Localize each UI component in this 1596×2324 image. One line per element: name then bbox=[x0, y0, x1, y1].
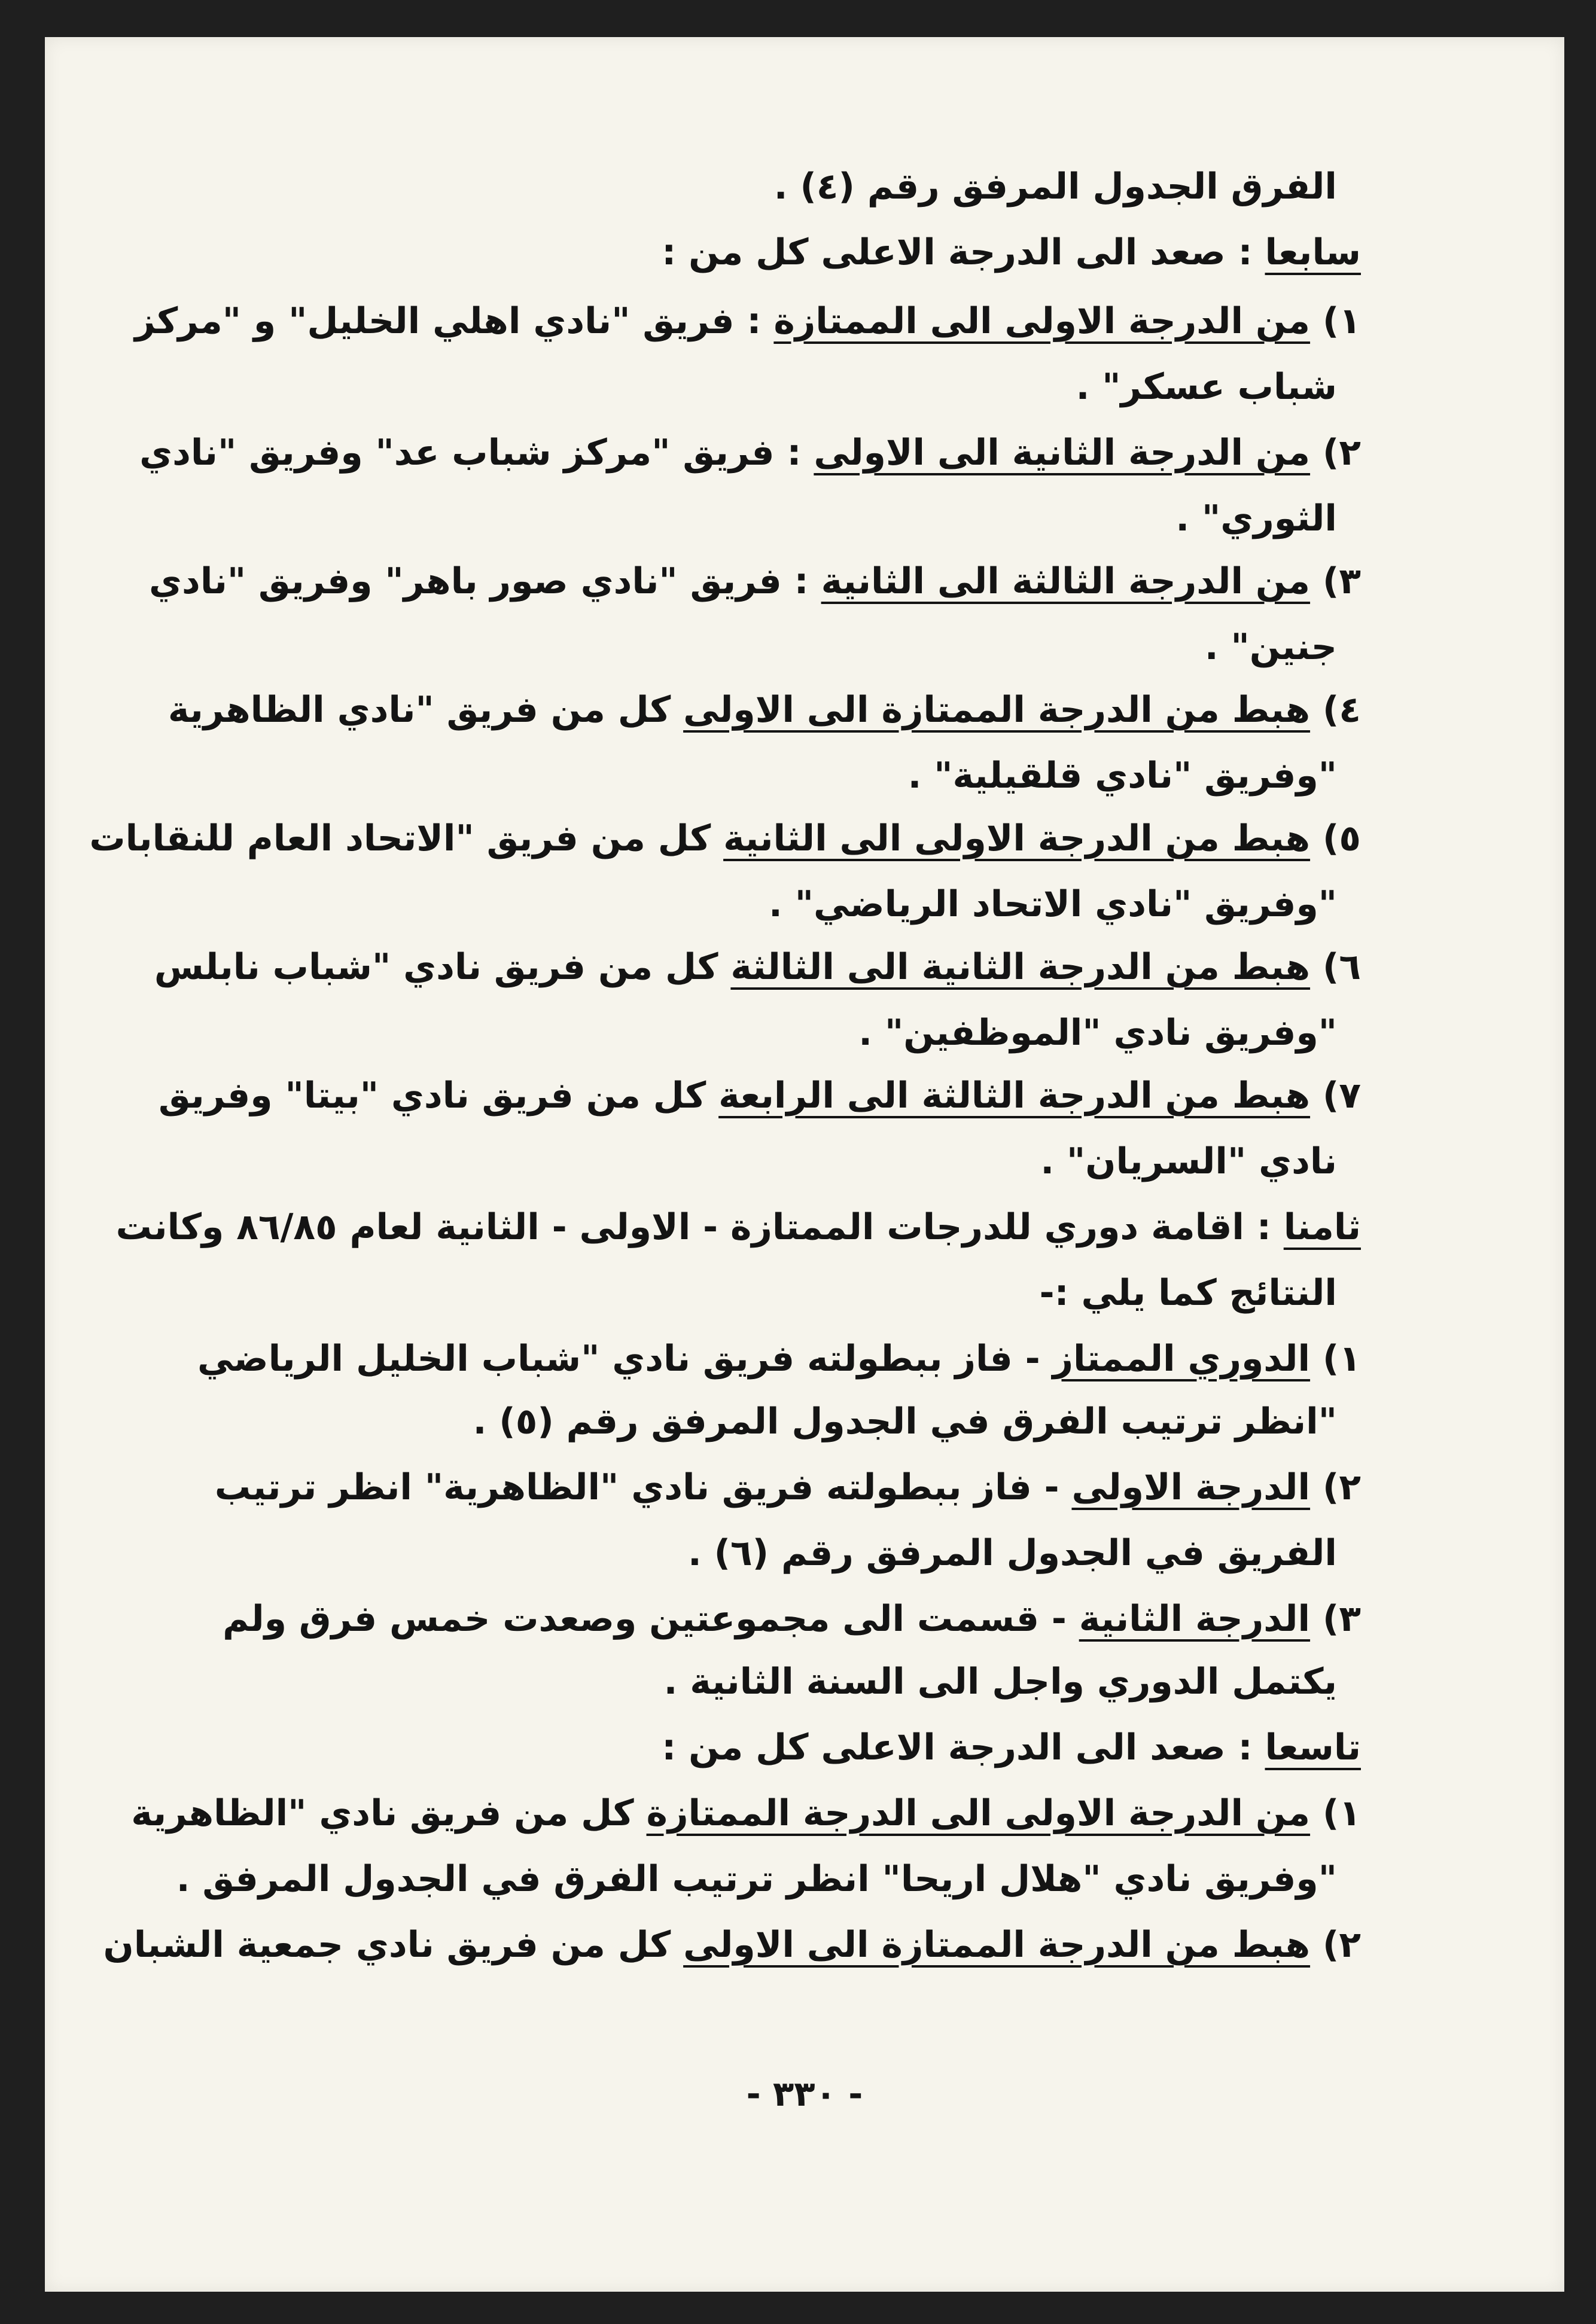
page-number: - ٣٣٠ - bbox=[746, 2073, 863, 2114]
list-item: ٢) هبط من الدرجة الممتازة الى الاولى كل من فريق نادي جمعية الشبان bbox=[103, 1924, 1361, 1966]
section-heading: تاسعا : صعد الى الدرجة الاعلى كل من : bbox=[662, 1727, 1361, 1768]
document-page bbox=[45, 37, 1564, 2292]
list-item: ٤) هبط من الدرجة الممتازة الى الاولى كل من فريق "نادي الظاهرية bbox=[167, 689, 1361, 731]
text-line: "وفريق "نادي قلقيلية" . bbox=[907, 755, 1337, 797]
list-item: ٧) هبط من الدرجة الثالثة الى الرابعة كل من فريق نادي "بيتا" وفريق bbox=[159, 1075, 1361, 1117]
list-item: ٣) الدرجة الثانية - قسمت الى مجموعتين وصعدت خمس فرق ولم bbox=[223, 1598, 1361, 1640]
list-item: ٥) هبط من الدرجة الاولى الى الثانية كل من فريق "الاتحاد العام للنقابات bbox=[89, 818, 1361, 859]
text-line: شباب عسكر" . bbox=[1076, 366, 1337, 408]
text-line: الثوري" . bbox=[1175, 498, 1337, 539]
text-line: الفرق الجدول المرفق رقم (٤) . bbox=[773, 166, 1337, 208]
section-heading: سابعا : صعد الى الدرجة الاعلى كل من : bbox=[662, 231, 1361, 273]
section-heading: ثامنا : اقامة دوري للدرجات الممتازة - الاولى - الثانية لعام ٨٦/٨٥ وكانت bbox=[115, 1206, 1361, 1248]
list-item: ٢) من الدرجة الثانية الى الاولى : فريق "مركز شباب عد" وفريق "نادي bbox=[139, 432, 1361, 474]
list-item: ٢) الدرجة الاولى - فاز ببطولته فريق نادي "الظاهرية" انظر ترتيب bbox=[214, 1466, 1361, 1508]
list-item: ١) من الدرجة الاولى الى الدرجة الممتازة كل من فريق نادي "الظاهرية bbox=[131, 1792, 1361, 1834]
text-line: النتائج كما يلي :- bbox=[1039, 1272, 1337, 1314]
text-line: "وفريق "نادي الاتحاد الرياضي" . bbox=[769, 883, 1337, 925]
list-item: ٦) هبط من الدرجة الثانية الى الثالثة كل من فريق نادي "شباب نابلس bbox=[154, 946, 1361, 988]
list-item: ١) من الدرجة الاولى الى الممتازة : فريق "نادي اهلي الخليل" و "مركز bbox=[135, 300, 1361, 342]
text-line: "وفريق نادي "هلال اريحا" انظر ترتيب الفرق في الجدول المرفق . bbox=[176, 1858, 1337, 1900]
list-item: ١) الدوري الممتاز - فاز ببطولته فريق نادي "شباب الخليل الرياضي bbox=[197, 1338, 1361, 1380]
text-line: "وفريق نادي "الموظفين" . bbox=[858, 1012, 1337, 1054]
text-line: الفريق في الجدول المرفق رقم (٦) . bbox=[687, 1532, 1337, 1574]
text-line: يكتمل الدوري واجل الى السنة الثانية . bbox=[663, 1661, 1337, 1703]
text-line: نادي "السريان" . bbox=[1040, 1140, 1337, 1182]
text-line: جنين" . bbox=[1204, 626, 1337, 668]
text-line: "انظر ترتيب الفرق في الجدول المرفق رقم (٥) . bbox=[473, 1401, 1337, 1442]
list-item: ٣) من الدرجة الثالثة الى الثانية : فريق "نادي صور باهر" وفريق "نادي bbox=[149, 560, 1361, 602]
